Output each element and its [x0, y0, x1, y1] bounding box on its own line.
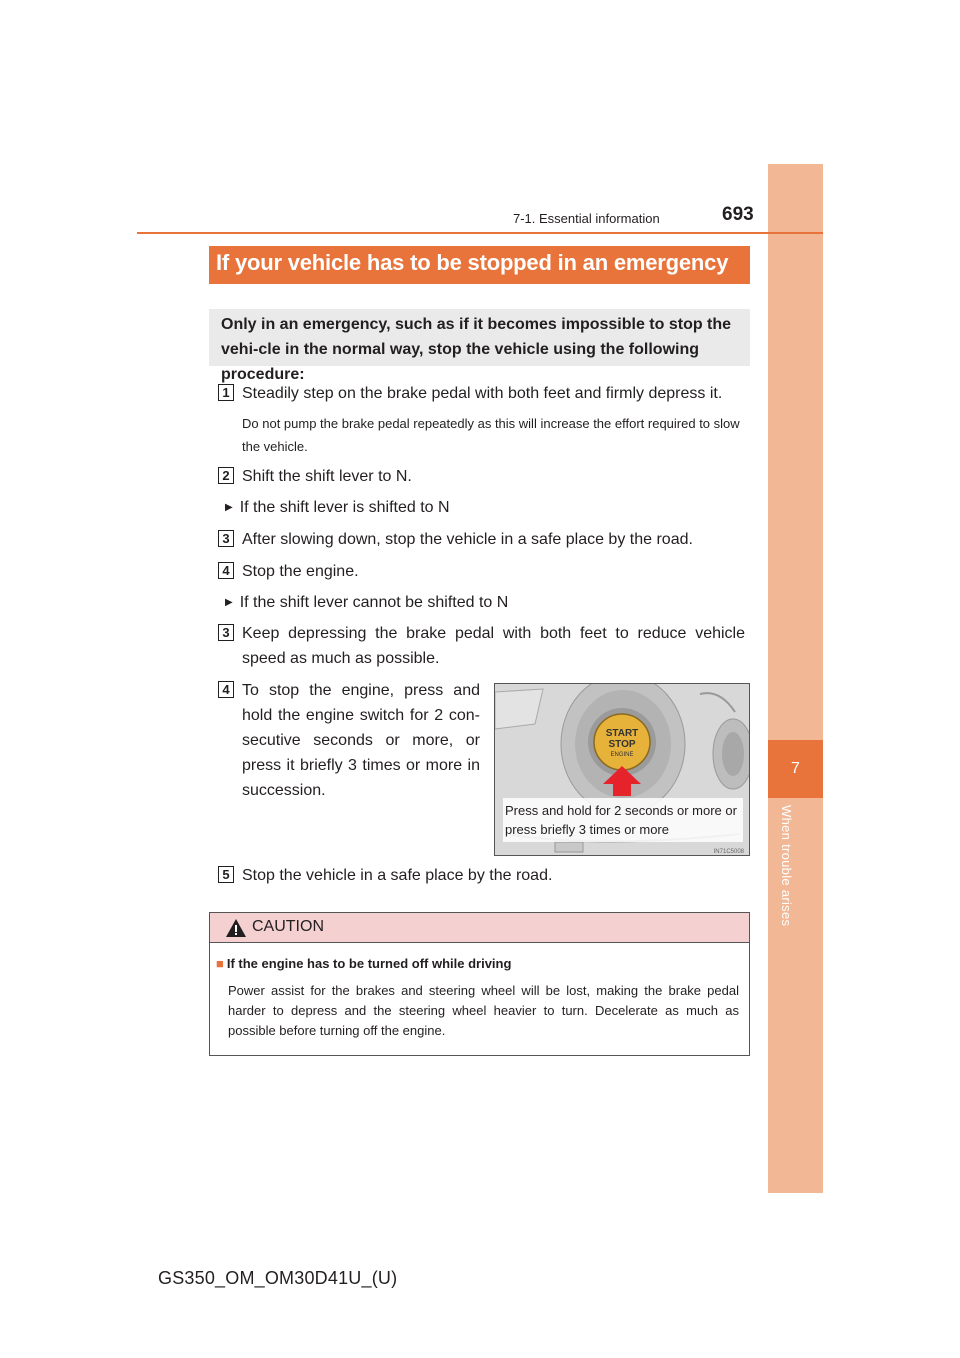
caution-body: Power assist for the brakes and steering wheel will be lost, making the brake pedal harder to depress and the steering wheel heavier to turn. Decelerate as much as possible before turning off the engine. [228, 983, 739, 1038]
step-1-note: Do not pump the brake pedal repeatedly as this will increase the effort required to slow the vehicle. [242, 416, 740, 454]
step-3a-text: After slowing down, stop the vehicle in a safe place by the road. [242, 531, 693, 548]
step-badge-3a: 3 [218, 530, 234, 547]
step-2-text: Shift the shift lever to N. [242, 468, 412, 485]
square-bullet-icon: ■ [216, 956, 224, 971]
triangle-right-icon: ▶ [225, 597, 233, 608]
warning-icon [225, 918, 247, 938]
footer-code: GS350_OM_OM30D41U_(U) [158, 1268, 398, 1288]
case-cannot-shift-to-n [225, 590, 508, 615]
chapter-label: When trouble arises [779, 805, 794, 927]
page-title: If your vehicle has to be stopped in an emergency [216, 250, 729, 275]
start-label: START [605, 728, 639, 739]
case-b-label: If the shift lever cannot be shifted to N [239, 594, 509, 611]
case-shifted-to-n [225, 495, 450, 520]
step-3b-text: Keep depressing the brake pedal with both feet to reduce vehicle speed as much as possible. [242, 625, 745, 667]
step-badge-2: 2 [218, 467, 234, 484]
step-1-text: Steadily step on the brake pedal with both feet and firmly depress it. [242, 385, 723, 402]
figure-caption: Press and hold for 2 seconds or more or press briefly 3 times or more [505, 803, 737, 837]
step-badge-4a: 4 [218, 562, 234, 579]
step-badge-5: 5 [218, 866, 234, 883]
case-a-label: If the shift lever is shifted to N [239, 499, 450, 516]
caution-title-text: If the engine has to be turned off while driving [226, 956, 512, 971]
side-tab [768, 164, 823, 1193]
triangle-right-icon: ▶ [225, 502, 233, 513]
chapter-number-tab: 7 [768, 740, 823, 798]
stop-label: STOP [608, 739, 636, 750]
step-badge-4b: 4 [218, 681, 234, 698]
header-divider [137, 232, 823, 234]
section-label: 7-1. Essential information [513, 211, 660, 226]
engine-label: ENGINE [610, 752, 634, 758]
intro-text: Only in an emergency, such as if it becomes impossible to stop the vehi-cle in the normal way, stop the vehicle using the following procedure: [221, 316, 732, 383]
step-badge-1: 1 [218, 384, 234, 401]
step-4a-text: Stop the engine. [242, 563, 359, 580]
page-number: 693 [722, 204, 754, 225]
step-5-text: Stop the vehicle in a safe place by the road. [242, 867, 553, 884]
caution-title [216, 956, 511, 971]
caution-label: CAUTION [252, 918, 324, 935]
step-4b-text: To stop the engine, press and hold the engine switch for 2 con-secutive seconds or more, or press it briefly 3 times or more in succession. [242, 682, 480, 799]
step-badge-3b: 3 [218, 624, 234, 641]
figure-code: IN71C5008 [713, 849, 744, 855]
